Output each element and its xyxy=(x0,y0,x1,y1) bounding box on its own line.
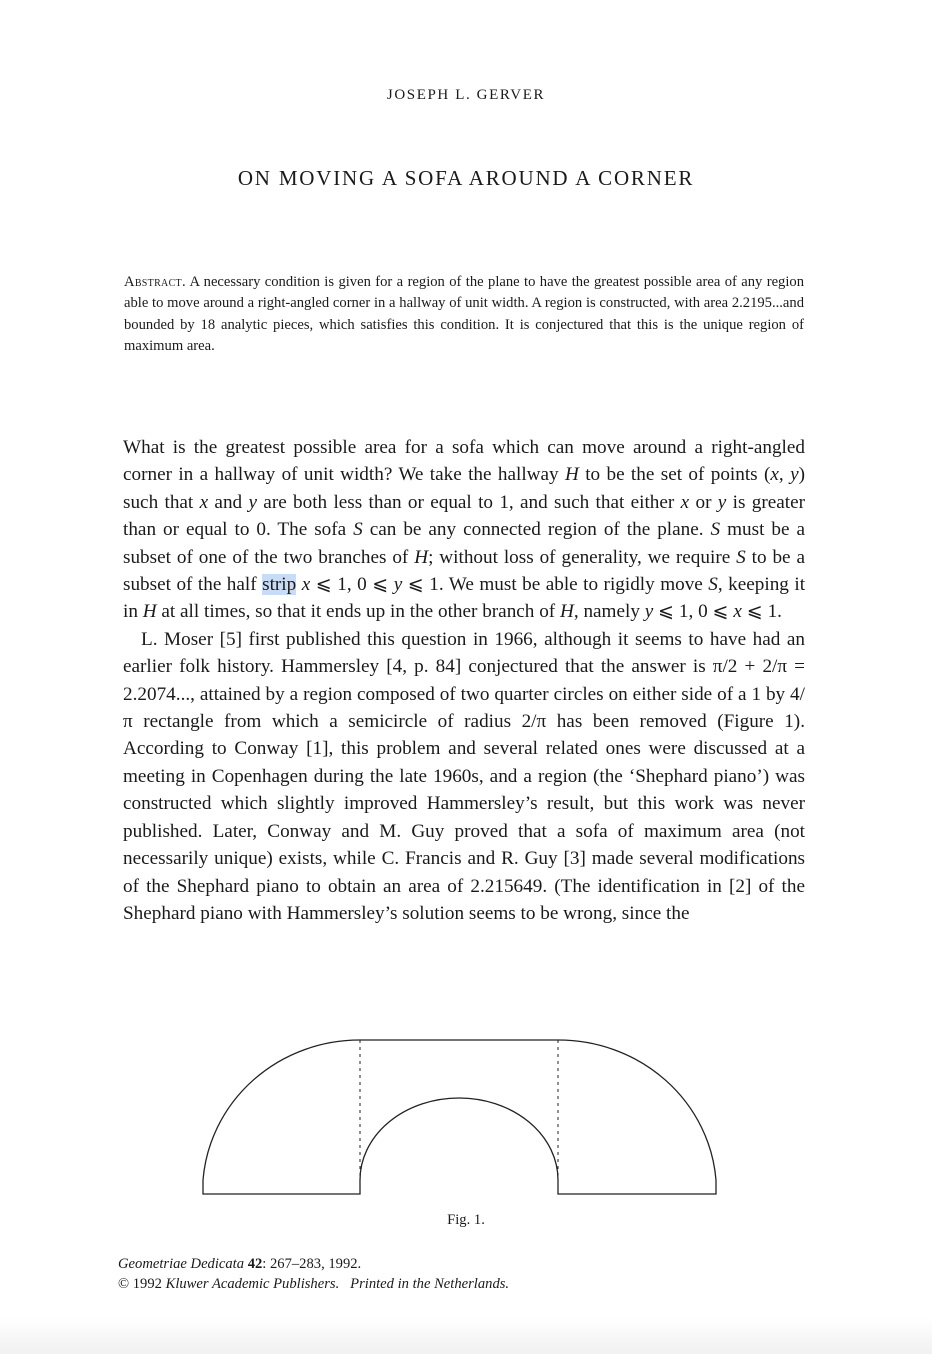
paragraph-1: What is the greatest possible area for a sofa which can move around a right-angled corner in a hallway of unit width? We take the hallway H to be the set of points (x, y) such that x and y are both less than or equal to 1, and such that either x or y is greater than or equal to 0. The sofa S can be any connected region of the plane. S must be a subset of one of the two branches of H; without loss of generality, we require S to be a subset of the half strip x ⩽ 1, 0 ⩽ y ⩽ 1. We must be able to rigidly move S, keeping it in H at all times, so that it ends up in the other branch of H, namely y ⩽ 1, 0 ⩽ x ⩽ 1. xyxy=(123,437,806,623)
footer xyxy=(118,1254,509,1294)
abstract-text: A necessary condition is given for a region of the plane to have the greatest possible area of any region able to move around a right-angled corner in a hallway of unit width. A region is constructed, with area 2.2195...and bounded by 18 analytic pieces, which satisfies this condition. It is conjectured that this is the unique region of maximum area. xyxy=(124,274,805,355)
copyright-line: © 1992 Kluwer Academic Publishers. Printed in the Netherlands. xyxy=(118,1276,510,1292)
copyright-icon: © xyxy=(118,1276,130,1292)
citation-line: Geometriae Dedicata 42: 267–283, 1992. xyxy=(118,1256,362,1272)
author-name: JOSEPH L. GERVER xyxy=(386,87,546,103)
sofa-outline xyxy=(203,1040,716,1194)
abstract xyxy=(124,272,804,358)
paragraph-2: L. Moser [5] first published this question in 1966, although it seems to have had an earlier folk history. Hammersley [4, p. 84] conjectured that the answer is π/2 + 2/π = 2.2074..., attained by a region composed of two quarter circles on either side of a 1 by 4/π rectangle from which a semicircle of radius 2/π has been removed (Figure 1). According to Conway [1], this problem and several related ones were discussed at a meeting in Copenhagen during the late 1960s, and a region (the ‘Shephard piano’) was constructed which slightly improved Hammersley’s result, but this work was never published. Later, Conway and M. Guy proved that a sofa of maximum area (not necessarily unique) exists, while C. Francis and R. Guy [3] made several modifications of the Shephard piano to obtain an area of 2.215649. (The identification in [2] of the Shephard piano with Hammersley’s solution seems to be wrong, since the xyxy=(123,628,805,924)
abstract-label: Abstract. xyxy=(124,274,186,290)
paper-title: ON MOVING A SOFA AROUND A CORNER xyxy=(237,166,695,190)
body-text xyxy=(123,434,805,927)
page-bottom-shade xyxy=(0,1318,932,1354)
figure-hammersley-sofa xyxy=(195,1030,725,1205)
selected-word[interactable]: strip xyxy=(262,574,297,596)
figure-caption: Fig. 1. xyxy=(447,1212,485,1228)
